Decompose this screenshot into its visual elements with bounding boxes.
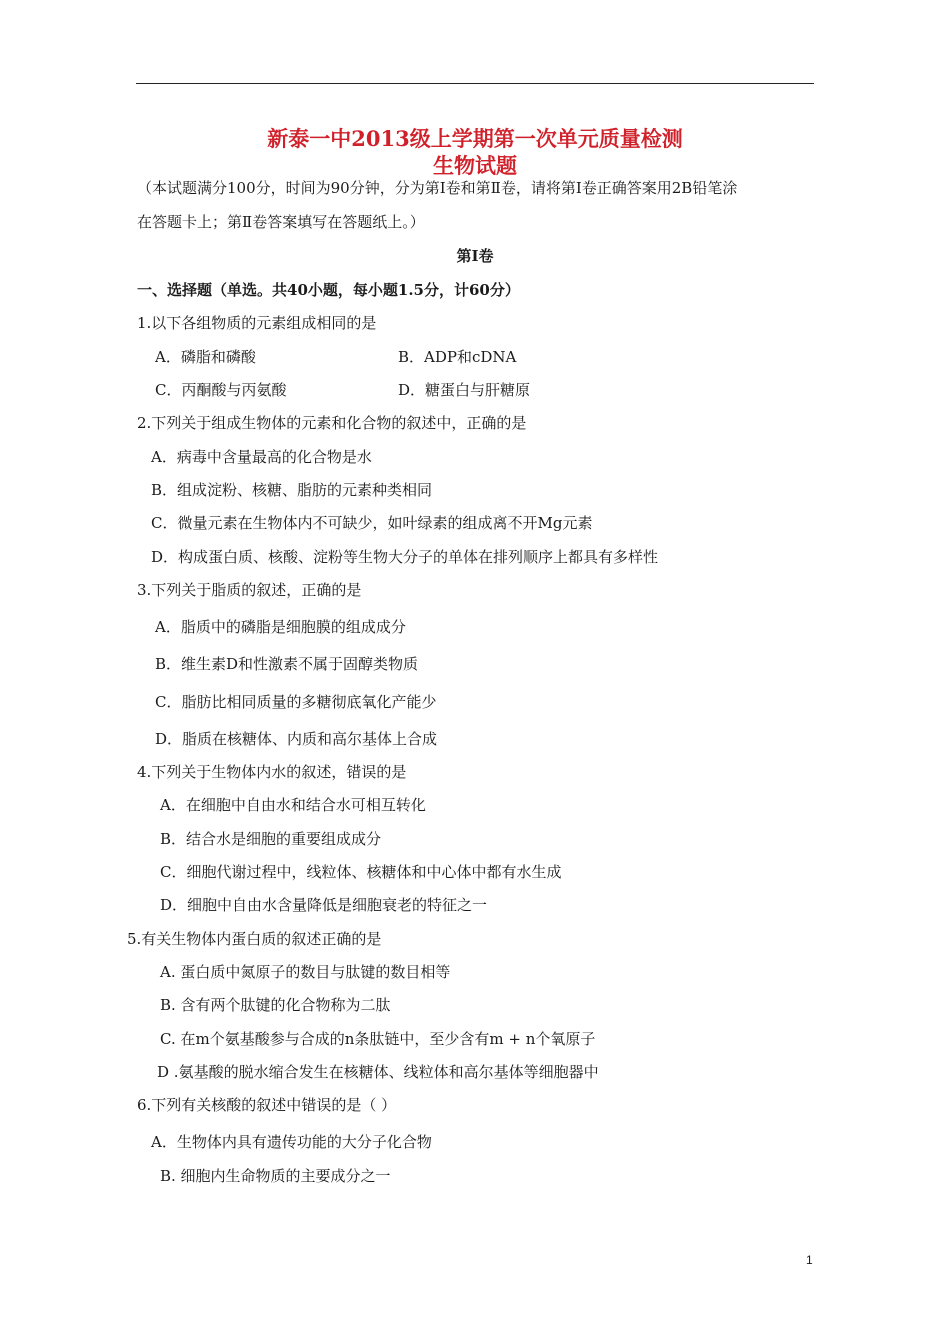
option-b: B. 细胞内生命物质的主要成分之一 <box>160 1167 391 1185</box>
exam-title: 新泰一中2013级上学期第一次单元质量检测 <box>267 126 683 151</box>
question-stem: 2.下列关于组成生物体的元素和化合物的叙述中，正确的是 <box>137 414 527 432</box>
option-b: B．ADP和cDNA <box>398 348 517 366</box>
option-d: D .氨基酸的脱水缩合发生在核糖体、线粒体和高尔基体等细胞器中 <box>157 1063 599 1081</box>
question-stem: 6.下列有关核酸的叙述中错误的是（ ） <box>137 1096 397 1114</box>
intro-line-1: （本试题满分100分，时间为90分钟，分为第Ⅰ卷和第Ⅱ卷，请将第Ⅰ卷正确答案用2B铅笔涂 <box>137 179 738 197</box>
page-number: 1 <box>806 1253 813 1267</box>
question-stem: 1.以下各组物质的元素组成相同的是 <box>137 314 377 332</box>
option-b: B. 含有两个肽键的化合物称为二肽 <box>160 996 391 1014</box>
option-d: D．细胞中自由水含量降低是细胞衰老的特征之一 <box>160 896 488 914</box>
option-d: D．脂质在核糖体、内质和高尔基体上合成 <box>155 730 438 748</box>
option-c: C．微量元素在生物体内不可缺少，如叶绿素的组成离不开Mg元素 <box>151 514 593 532</box>
option-b: B．结合水是细胞的重要组成成分 <box>160 830 382 848</box>
option-d: D．构成蛋白质、核酸、淀粉等生物大分子的单体在排列顺序上都具有多样性 <box>151 548 659 566</box>
option-d: D．糖蛋白与肝糖原 <box>398 381 531 399</box>
option-c: C．细胞代谢过程中，线粒体、核糖体和中心体中都有水生成 <box>160 863 562 881</box>
top-rule <box>136 83 814 84</box>
option-a: A. 蛋白质中氮原子的数目与肽键的数目相等 <box>160 963 451 981</box>
question-stem: 3.下列关于脂质的叙述，正确的是 <box>137 581 362 599</box>
question-stem: 5.有关生物体内蛋白质的叙述正确的是 <box>127 930 382 948</box>
option-a: A．病毒中含量最高的化合物是水 <box>151 448 372 466</box>
option-a: A．脂质中的磷脂是细胞膜的组成成分 <box>155 618 406 636</box>
option-b: B．维生素D和性激素不属于固醇类物质 <box>155 655 419 673</box>
option-a: A．生物体内具有遗传功能的大分子化合物 <box>151 1133 432 1151</box>
option-c: C．脂肪比相同质量的多糖彻底氧化产能少 <box>155 693 437 711</box>
option-a: A．磷脂和磷酸 <box>155 348 256 366</box>
option-b: B．组成淀粉、核糖、脂肪的元素种类相同 <box>151 481 433 499</box>
question-stem: 4.下列关于生物体内水的叙述，错误的是 <box>137 763 407 781</box>
exam-subtitle: 生物试题 <box>433 153 517 178</box>
part-title: 第Ⅰ卷 <box>456 247 494 265</box>
option-a: A．在细胞中自由水和结合水可相互转化 <box>160 796 426 814</box>
option-c: C．丙酮酸与丙氨酸 <box>155 381 287 399</box>
option-c: C. 在m个氨基酸参与合成的n条肽链中，至少含有m + n个氧原子 <box>160 1030 596 1048</box>
intro-line-2: 在答题卡上；第Ⅱ卷答案填写在答题纸上。） <box>137 213 425 231</box>
section-title: 一、选择题（单选。共40小题，每小题1.5分，计60分） <box>137 281 520 299</box>
